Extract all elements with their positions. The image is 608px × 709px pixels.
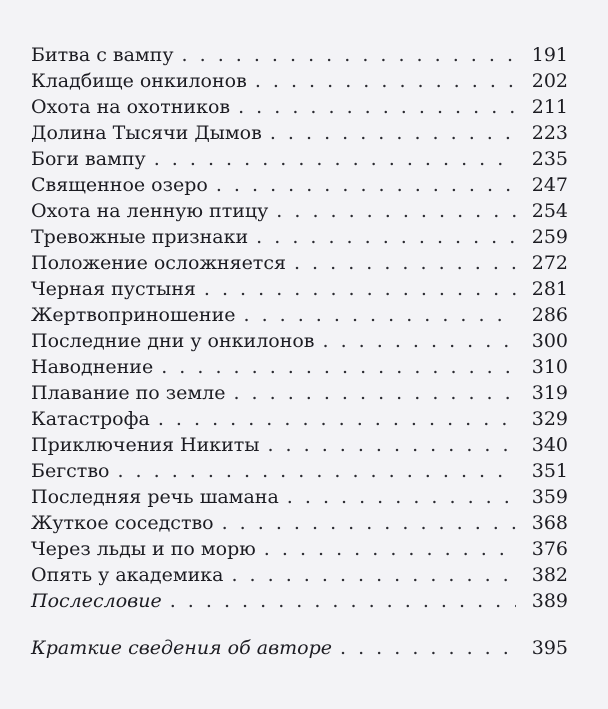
toc-entry (31, 146, 568, 172)
toc-entry-title: Послесловие (31, 590, 162, 612)
leader-dots (161, 354, 516, 380)
toc-entry (31, 198, 568, 224)
leader-dots (182, 42, 516, 68)
toc-entry-title: Положение осложняется (31, 252, 286, 274)
toc-entry-page: 389 (531, 590, 568, 612)
toc-entry-page: 281 (531, 278, 568, 300)
toc-entry-title: Боги вампу (31, 148, 146, 170)
toc-entry-page: 211 (531, 96, 568, 118)
toc-entry (31, 42, 568, 68)
leader-dots (154, 146, 516, 172)
toc-entry-title: Тревожные признаки (31, 226, 249, 248)
toc-entry-title: Приключения Никиты (31, 434, 260, 456)
toc-entry-page: 359 (531, 486, 568, 508)
toc-entry-page: 319 (531, 382, 568, 404)
toc-entry-page: 286 (531, 304, 568, 326)
toc-entry-page: 395 (531, 637, 568, 659)
toc-entry (31, 536, 568, 562)
toc-entry-page: 351 (531, 460, 568, 482)
toc-entry-title: Жуткое соседство (31, 512, 214, 534)
toc-entry (31, 172, 568, 198)
toc-entry-page: 223 (531, 122, 568, 144)
toc-entry-title: Наводнение (31, 356, 154, 378)
leader-dots (238, 94, 516, 120)
toc-entry-about-author (31, 635, 568, 661)
toc-entry (31, 406, 568, 432)
toc-entry-title: Охота на охотников (31, 96, 231, 118)
leader-dots (216, 172, 516, 198)
leader-dots (323, 328, 516, 354)
toc-entry (31, 510, 568, 536)
toc-entry-page: 235 (531, 148, 568, 170)
toc-entry (31, 380, 568, 406)
leader-dots (231, 562, 516, 588)
toc-entry-page: 300 (531, 330, 568, 352)
toc-entry-title: Черная пустыня (31, 278, 196, 300)
toc-entry (31, 562, 568, 588)
toc-entry-title: Охота на ленную птицу (31, 200, 269, 222)
table-of-contents (31, 42, 568, 614)
toc-entry-page: 202 (531, 70, 568, 92)
toc-entry (31, 302, 568, 328)
leader-dots (117, 458, 516, 484)
leader-dots (222, 510, 516, 536)
toc-entry-title: Кладбище онкилонов (31, 70, 247, 92)
leader-dots (243, 302, 516, 328)
toc-entry (31, 250, 568, 276)
leader-dots (270, 120, 516, 146)
leader-dots (287, 484, 516, 510)
leader-dots (233, 380, 516, 406)
toc-entry-title: Плавание по земле (31, 382, 226, 404)
toc-entry-title: Катастрофа (31, 408, 150, 430)
toc-entry (31, 68, 568, 94)
leader-dots (204, 276, 516, 302)
toc-entry (31, 354, 568, 380)
toc-entry (31, 328, 568, 354)
toc-entry (31, 94, 568, 120)
toc-entry (31, 458, 568, 484)
toc-entry-page: 376 (531, 538, 568, 560)
leader-dots (264, 536, 516, 562)
toc-entry-page: 191 (531, 44, 568, 66)
toc-entry (31, 276, 568, 302)
toc-entry-title: Жертвоприношение (31, 304, 236, 326)
toc-entry-title: Опять у академика (31, 564, 224, 586)
toc-entry-page: 329 (531, 408, 568, 430)
leader-dots (276, 198, 516, 224)
toc-entry-page: 382 (531, 564, 568, 586)
toc-entry-title: Через льды и по морю (31, 538, 256, 560)
toc-entry-title: Краткие сведения об авторе (31, 637, 333, 659)
toc-entry-title: Священное озеро (31, 174, 208, 196)
toc-entry-title: Битва с вампу (31, 44, 174, 66)
leader-dots (294, 250, 516, 276)
toc-entry-page: 247 (531, 174, 568, 196)
leader-dots (340, 635, 516, 661)
leader-dots (170, 588, 516, 614)
toc-entry-page: 259 (531, 226, 568, 248)
toc-entry-page: 272 (531, 252, 568, 274)
toc-entry-page: 368 (531, 512, 568, 534)
toc-entry-page: 340 (531, 434, 568, 456)
toc-entry (31, 224, 568, 250)
toc-entry-title: Долина Тысячи Дымов (31, 122, 262, 144)
toc-entry (31, 484, 568, 510)
toc-entry-afterword (31, 588, 568, 614)
toc-entry-page: 254 (531, 200, 568, 222)
leader-dots (267, 432, 516, 458)
toc-entry-title: Бегство (31, 460, 110, 482)
toc-entry (31, 120, 568, 146)
toc-entry (31, 432, 568, 458)
toc-entry-page: 310 (531, 356, 568, 378)
toc-entry-title: Последняя речь шамана (31, 486, 279, 508)
leader-dots (256, 224, 516, 250)
leader-dots (158, 406, 516, 432)
leader-dots (255, 68, 516, 94)
toc-entry-title: Последние дни у онкилонов (31, 330, 315, 352)
